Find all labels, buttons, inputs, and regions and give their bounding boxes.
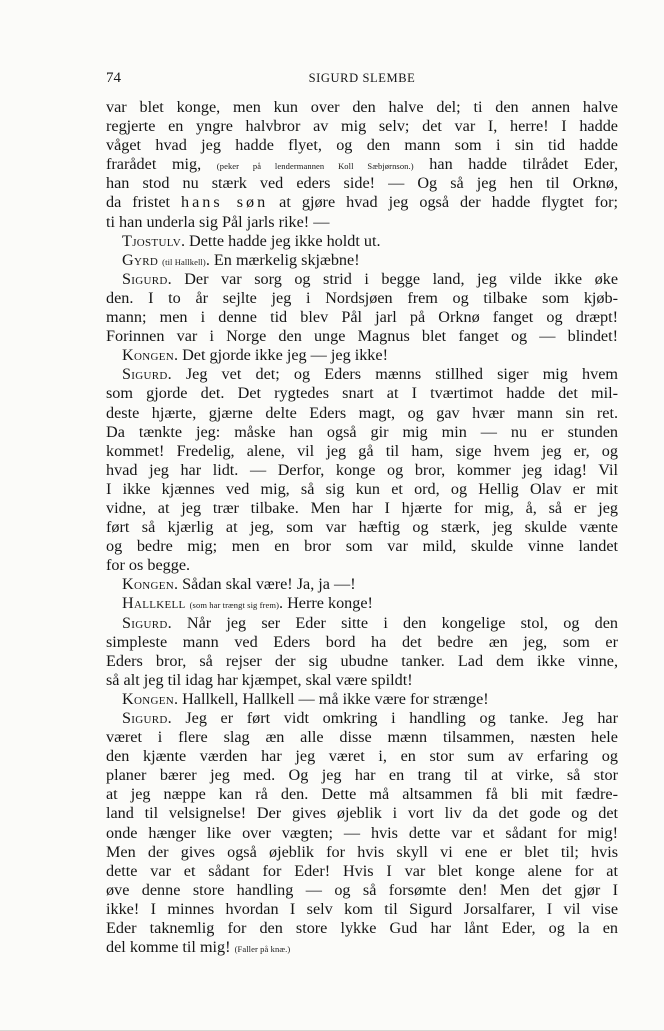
speaker-name: Hallkell	[122, 594, 186, 613]
speaker-name: Sigurd	[122, 365, 168, 384]
text-line	[106, 461, 618, 480]
text-line	[106, 193, 618, 212]
text-line	[106, 556, 618, 575]
line-text: frarådet mig,	[106, 155, 217, 174]
page-header	[106, 70, 618, 88]
page-number: 74	[106, 70, 121, 86]
text-line	[106, 346, 618, 365]
stage-direction: (peker på lendermannen Koll Sæbjørnson.)	[216, 161, 414, 172]
line-text: . Når jeg ser Eder sitte i den kongelige stol, og den	[167, 613, 618, 632]
line-text: hvad jeg har lidt. — Derfor, konge og bror, kommer jeg idag! Vil	[106, 460, 618, 479]
line-text: Forinnen var i Norge den unge Magnus blet fanget og — blindet!	[106, 327, 618, 346]
running-title: SIGURD SLEMBE	[308, 71, 416, 85]
text-line	[106, 633, 618, 652]
line-text: ført så kjærlig at jeg, som var hæftig og stærk, jeg skulde vænte	[106, 518, 618, 537]
text-line	[106, 728, 618, 747]
speaker-name: Gyrd	[122, 250, 159, 269]
text-line	[106, 136, 618, 155]
text-line	[106, 327, 618, 346]
speaker-name: Sigurd	[122, 613, 168, 632]
line-text: at gjøre hvad jeg også der hadde flygtet for;	[268, 193, 618, 212]
text-line	[106, 155, 618, 174]
line-text: I ikke kjænnes ved mig, så sig kun et ord, og Hellig Olav er mit	[106, 479, 618, 498]
line-text: han stod nu stærk ved eders side! — Og så jeg hen til Orknø,	[106, 174, 618, 193]
text-line	[106, 499, 618, 518]
line-text: han hadde tilrådet Eder,	[413, 155, 618, 174]
line-text: simpleste mann ved Eders bord ha det bedre æn jeg, som er	[106, 632, 618, 651]
text-line	[106, 594, 618, 613]
text-line	[106, 900, 618, 919]
body-text	[106, 98, 618, 957]
text-line	[106, 690, 618, 709]
line-text: . Jeg er ført vidt omkring i handling og tanke. Jeg har	[167, 709, 618, 727]
speaker-name: Tjostulv	[122, 231, 181, 250]
line-text: Eder taknemlig for den store lykke Gud har lånt Eder, og la en	[106, 919, 618, 938]
text-line	[106, 881, 618, 900]
line-text: . Herre konge!	[279, 594, 373, 613]
line-text: ti han underla sig Pål jarls rike! —	[106, 212, 330, 231]
text-line	[106, 117, 618, 136]
line-text: da fristet	[106, 193, 182, 212]
line-text: onde hænger like over vægten; — hvis dette var et sådant for mig!	[106, 823, 618, 842]
line-text: kommet! Fredelig, alene, vil jeg gå til ham, sige hvem jeg er, og	[106, 441, 618, 460]
line-text: . Hallkell, Hallkell — må ikke være for strænge!	[174, 689, 489, 708]
stage-direction: (Faller på knæ.)	[234, 944, 291, 955]
text-line	[106, 174, 618, 193]
line-text: . Det gjorde ikke jeg — jeg ikke!	[174, 346, 388, 365]
text-line	[106, 652, 618, 671]
line-text: . Jeg vet det; og Eders mænns stillhed siger mig hvem	[167, 365, 618, 384]
text-line	[106, 938, 618, 957]
line-text: land til velsignelse! Der gives øjeblik i vort liv da det gode og det	[106, 804, 618, 823]
line-text: Men der gives også øjeblik for hvis skyll vi ene er blet til; hvis	[106, 842, 618, 861]
line-text: og bedre mig; men en bror som var mild, skulde vinne landet	[106, 537, 618, 556]
line-text: deste hjærte, gjærne delte Eders magt, og gav hvær mann sin ret.	[106, 403, 618, 422]
text-line	[106, 404, 618, 423]
text-line	[106, 442, 618, 461]
line-text: den. I to år sejlte jeg i Nordsjøen frem og tilbake som kjøb-	[106, 288, 618, 307]
text-line	[106, 671, 618, 690]
text-line	[106, 766, 618, 785]
line-text: var blet konge, men kun over den halve del; ti den annen halve	[106, 98, 618, 116]
line-text: hans søn	[181, 193, 269, 212]
line-text: ikke! I minnes hvordan I selv kom til Sigurd Jorsalfarer, I vil vise	[106, 899, 618, 918]
line-text: Eders bror, så rejser der sig ubudne tanker. Lad dem ikke vinne,	[106, 651, 618, 670]
line-text: dette var et sådant for Eder! Hvis I var blet konge alene for at	[106, 861, 618, 880]
text-line	[106, 747, 618, 766]
line-text: . En mærkelig skjæbne!	[205, 250, 360, 269]
line-text: våget hvad jeg hadde flyet, og den mann som i sin tid hadde	[106, 136, 618, 155]
text-line	[106, 824, 618, 843]
text-line	[106, 537, 618, 556]
text-line	[106, 308, 618, 327]
text-line	[106, 518, 618, 537]
text-line	[106, 575, 618, 594]
text-line	[106, 213, 618, 232]
line-text: for os begge.	[106, 556, 191, 575]
line-text: som gjorde det. Det rygtedes snart at I tværtimot hadde det mil-	[106, 384, 618, 403]
text-line	[106, 423, 618, 442]
line-text: Da tænkte jeg: måske han også gir mig min — nu er stunden	[106, 422, 618, 441]
text-line	[106, 365, 618, 384]
line-text: den kjænte værden har jeg været i, en stor sum av erfaring og	[106, 747, 618, 766]
text-line	[106, 98, 618, 117]
line-text: at jeg næppe kan rå den. Dette må altsammen få bli mit fædre-	[106, 785, 618, 804]
text-line	[106, 384, 618, 403]
stage-direction: (som har trængt sig frem)	[189, 600, 279, 611]
line-text: været i flere slag æn alle disse mænn tilsammen, næsten hele	[106, 728, 618, 747]
text-line	[106, 804, 618, 823]
line-text: planer bærer jeg med. Og jeg har en trang til at virke, så stor	[106, 766, 618, 785]
speaker-name: Kongen	[122, 575, 174, 594]
line-text: vidne, at jeg trær tilbake. Men har I hjærte for mig, å, så er jeg	[106, 498, 618, 517]
text-line	[106, 919, 618, 938]
text-line	[106, 614, 618, 633]
text-line	[106, 289, 618, 308]
line-text: mann; men i denne tid blev Pål jarl på Orknø fanget og dræpt!	[106, 308, 618, 327]
text-line	[106, 862, 618, 881]
text-line	[106, 270, 618, 289]
line-text: regjerte en yngre halvbror av mig selv; det var I, herre! I hadde	[106, 117, 618, 136]
line-text: . Sådan skal være! Ja, ja —!	[174, 575, 356, 594]
line-text: . Der var sorg og strid i begge land, jeg vilde ikke øke	[167, 269, 618, 288]
speaker-name: Kongen	[122, 689, 174, 708]
text-line	[106, 232, 618, 251]
text-line	[106, 785, 618, 804]
line-text: del komme til mig!	[106, 938, 235, 957]
speaker-name: Sigurd	[122, 709, 168, 727]
text-line	[106, 843, 618, 862]
line-text: . Dette hadde jeg ikke holdt ut.	[180, 231, 381, 250]
speaker-name: Kongen	[122, 346, 174, 365]
line-text: så alt jeg til idag har kjæmpet, skal være spildt!	[106, 670, 413, 689]
speaker-name: Sigurd	[122, 269, 168, 288]
text-line	[106, 709, 618, 728]
line-text: øve denne store handling — og så forsømte den! Men det gjør I	[106, 880, 618, 899]
stage-direction: (til Hallkell)	[162, 256, 206, 267]
text-line	[106, 480, 618, 499]
text-line	[106, 251, 618, 270]
